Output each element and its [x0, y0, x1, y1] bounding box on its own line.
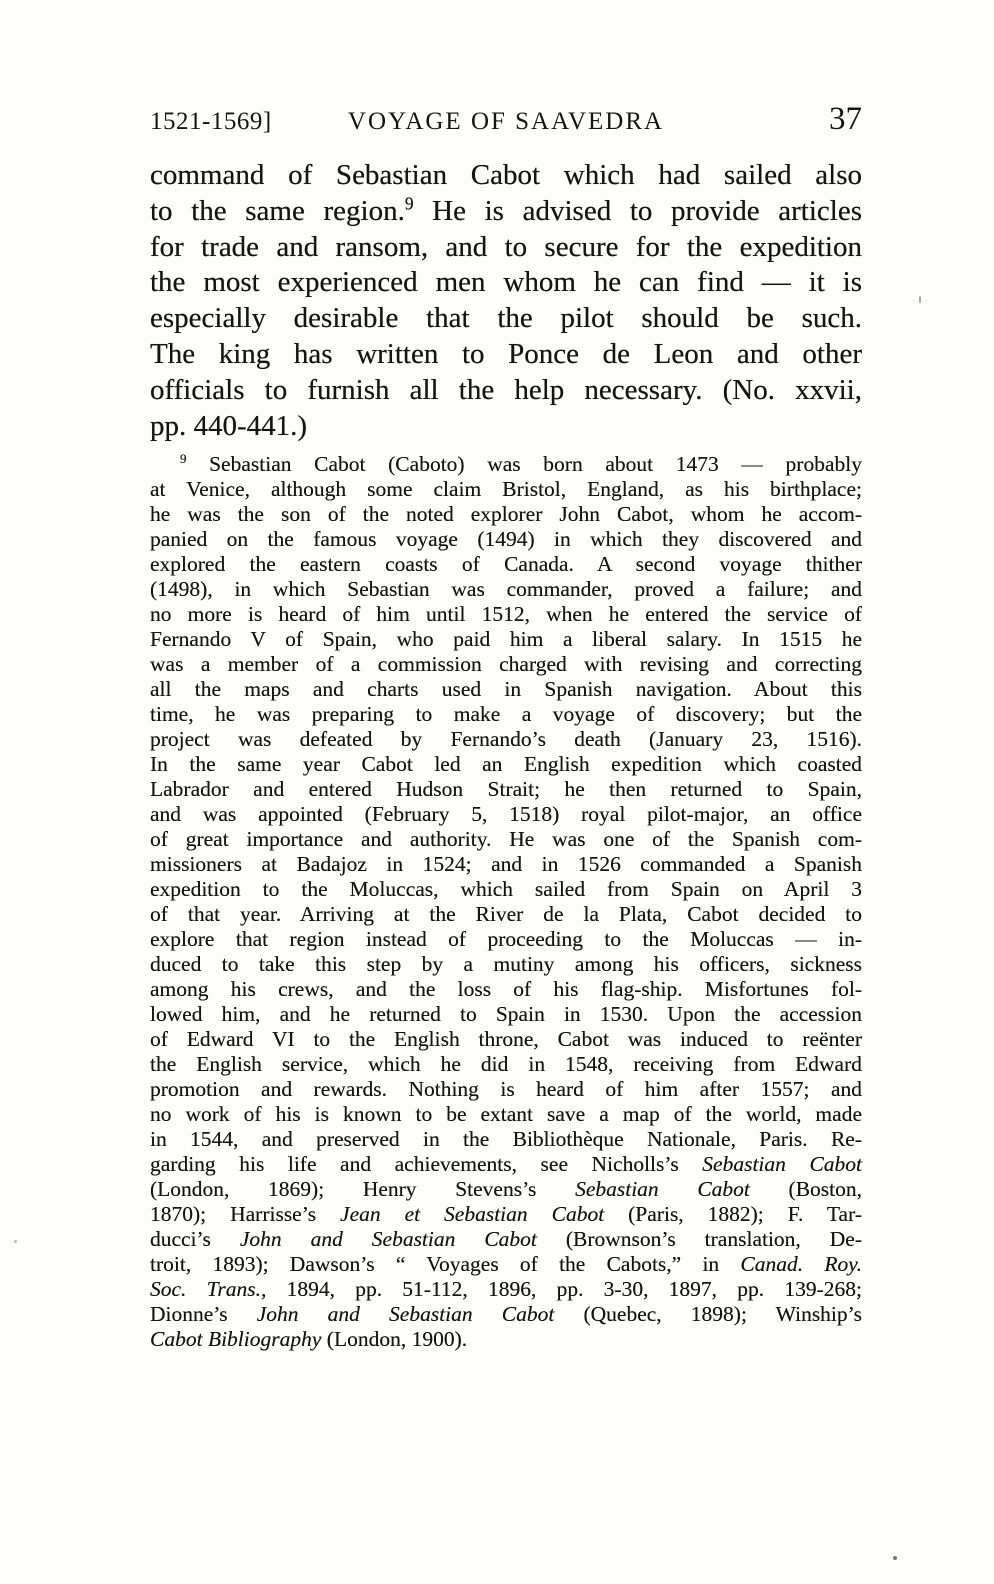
text-segment: of great importance and authority. He was one of the Spanish com-	[150, 827, 862, 851]
text-segment: no more is heard of him until 1512, when he entered the service of	[150, 602, 862, 626]
text-segment: troit, 1893); Dawson’s “ Voyages of the Cabots,” in	[150, 1252, 741, 1276]
text-segment: (Quebec, 1898); Winship’s	[554, 1302, 862, 1326]
text-line	[150, 230, 862, 266]
text-segment: lowed him, and he returned to Spain in 1530. Upon the accession	[150, 1002, 862, 1026]
text-segment: for trade and ransom, and to secure for the expedition	[150, 230, 862, 263]
text-segment: among his crews, and the loss of his flag-ship. Misfortunes fol-	[150, 977, 862, 1001]
text-line	[150, 452, 862, 477]
text-segment: Fernando V of Spain, who paid him a liberal salary. In 1515 he	[150, 627, 862, 651]
text-segment: Jean et Sebastian Cabot	[340, 1202, 605, 1226]
text-line	[150, 602, 862, 627]
text-segment: no work of his is known to be extant save a map of the world, made	[150, 1102, 862, 1126]
text-line	[150, 952, 862, 977]
text-segment: at Venice, although some claim Bristol, England, as his birthplace;	[150, 477, 862, 501]
text-segment: he was the son of the noted explorer John Cabot, whom he accom-	[150, 502, 862, 526]
text-segment: duced to take this step by a mutiny among his officers, sickness	[150, 952, 862, 976]
text-segment: the most experienced men whom he can find — it is	[150, 266, 862, 299]
text-line	[150, 652, 862, 677]
text-line	[150, 927, 862, 952]
footnote-marker: 9	[180, 451, 187, 466]
text-line	[150, 902, 862, 927]
text-segment: command of Sebastian Cabot which had sailed also	[150, 159, 862, 191]
text-line	[150, 552, 862, 577]
scan-artifact	[919, 296, 921, 303]
text-segment: pp. 440-441.)	[150, 409, 308, 442]
text-segment: He is advised to provide articles	[413, 194, 862, 227]
text-line	[150, 409, 862, 445]
text-line	[150, 1052, 862, 1077]
text-line	[150, 1127, 862, 1152]
text-line	[150, 827, 862, 852]
text-line	[150, 1027, 862, 1052]
text-line	[150, 977, 862, 1002]
text-line	[150, 1252, 862, 1277]
text-segment: Cabot Bibliography	[150, 1327, 322, 1351]
scan-artifact	[14, 1240, 17, 1243]
text-segment: was a member of a commission charged with revising and correcting	[150, 652, 862, 676]
text-segment: Dionne’s	[150, 1302, 257, 1326]
text-segment: In the same year Cabot led an English expedition which coasted	[150, 752, 862, 776]
text-segment: and was appointed (February 5, 1518) royal pilot-major, an office	[150, 802, 862, 826]
footnote	[150, 452, 862, 1352]
text-segment: (Paris, 1882); F. Tar-	[604, 1202, 862, 1226]
text-segment: John and Sebastian Cabot	[239, 1227, 537, 1251]
main-paragraph	[150, 158, 862, 444]
text-segment: (London, 1900).	[321, 1327, 468, 1351]
text-line	[150, 194, 862, 230]
text-segment: of Edward VI to the English throne, Cabot was induced to reënter	[150, 1027, 862, 1051]
text-segment: missioners at Badajoz in 1524; and in 1526 commanded a Spanish	[150, 852, 862, 876]
text-line	[150, 1277, 862, 1302]
text-line	[150, 1302, 862, 1327]
page-header	[150, 101, 862, 138]
text-line	[150, 577, 862, 602]
text-segment: promotion and rewards. Nothing is heard of him after 1557; and	[150, 1077, 862, 1101]
text-segment: (Boston,	[749, 1177, 862, 1201]
text-segment: The king has written to Ponce de Leon and other	[150, 337, 862, 370]
running-title: VOYAGE OF SAAVEDRA	[347, 108, 665, 135]
text-line	[150, 158, 862, 194]
text-line	[150, 727, 862, 752]
text-line	[150, 677, 862, 702]
text-segment: officials to furnish all the help necessary. (No. xxvii,	[150, 373, 862, 406]
text-line	[150, 702, 862, 727]
text-line	[150, 777, 862, 802]
header-date-range: 1521-1569]	[150, 108, 272, 135]
text-segment: (Brownson’s translation, De-	[536, 1227, 862, 1251]
text-line	[150, 527, 862, 552]
text-line	[150, 802, 862, 827]
page-number: 37	[829, 101, 862, 137]
text-segment: in 1544, and preserved in the Bibliothèque Nationale, Paris. Re-	[150, 1127, 862, 1151]
text-segment: Sebastian Cabot (Caboto) was born about 1473 — probably	[186, 452, 862, 476]
text-segment: all the maps and charts used in Spanish navigation. About this	[150, 677, 862, 701]
text-segment: Canad. Roy.	[740, 1252, 862, 1276]
text-segment: garding his life and achievements, see Nicholls’s	[150, 1152, 703, 1176]
text-segment: 1870); Harrisse’s	[150, 1202, 341, 1226]
text-line	[150, 877, 862, 902]
text-line	[150, 477, 862, 502]
text-segment: Labrador and entered Hudson Strait; he then returned to Spain,	[150, 777, 862, 801]
text-line	[150, 627, 862, 652]
text-segment: (London, 1869); Henry Stevens’s	[150, 1177, 576, 1201]
text-line	[150, 1202, 862, 1227]
text-segment: (1498), in which Sebastian was commander, proved a failure; and	[150, 577, 862, 601]
text-segment: project was defeated by Fernando’s death (January 23, 1516).	[150, 727, 862, 751]
scan-artifact	[893, 1556, 897, 1560]
text-line	[150, 752, 862, 777]
text-segment: Sebastian Cabot	[575, 1177, 750, 1201]
text-line	[150, 1077, 862, 1102]
text-line	[150, 301, 862, 337]
text-segment: of that year. Arriving at the River de la Plata, Cabot decided to	[150, 902, 862, 926]
text-segment: time, he was preparing to make a voyage of discovery; but the	[150, 702, 862, 726]
text-line	[150, 1152, 862, 1177]
text-line	[150, 337, 862, 373]
text-segment: 1894, pp. 51-112, 1896, pp. 3-30, 1897, pp. 139-268;	[266, 1277, 862, 1301]
text-segment: the English service, which he did in 1548, receiving from Edward	[150, 1052, 862, 1076]
text-line	[150, 1227, 862, 1252]
text-line	[150, 852, 862, 877]
text-segment: John and Sebastian Cabot	[256, 1302, 555, 1326]
text-segment: explored the eastern coasts of Canada. A second voyage thither	[150, 552, 862, 576]
text-line	[150, 1327, 862, 1352]
text-line	[150, 373, 862, 409]
text-line	[150, 1102, 862, 1127]
text-line	[150, 1002, 862, 1027]
text-segment: to the same region.	[150, 194, 405, 227]
text-segment: expedition to the Moluccas, which sailed from Spain on April 3	[150, 877, 862, 901]
text-segment: explore that region instead of proceeding to the Moluccas — in-	[150, 927, 862, 951]
text-segment: ducci’s	[150, 1227, 240, 1251]
text-segment: especially desirable that the pilot should be such.	[150, 302, 862, 335]
text-segment: Soc. Trans.,	[150, 1277, 267, 1301]
text-line	[150, 265, 862, 301]
text-line	[150, 1177, 862, 1202]
text-line	[150, 502, 862, 527]
text-segment: panied on the famous voyage (1494) in which they discovered and	[150, 527, 862, 551]
footnote-marker: 9	[404, 193, 414, 214]
text-segment: Sebastian Cabot	[702, 1152, 863, 1176]
